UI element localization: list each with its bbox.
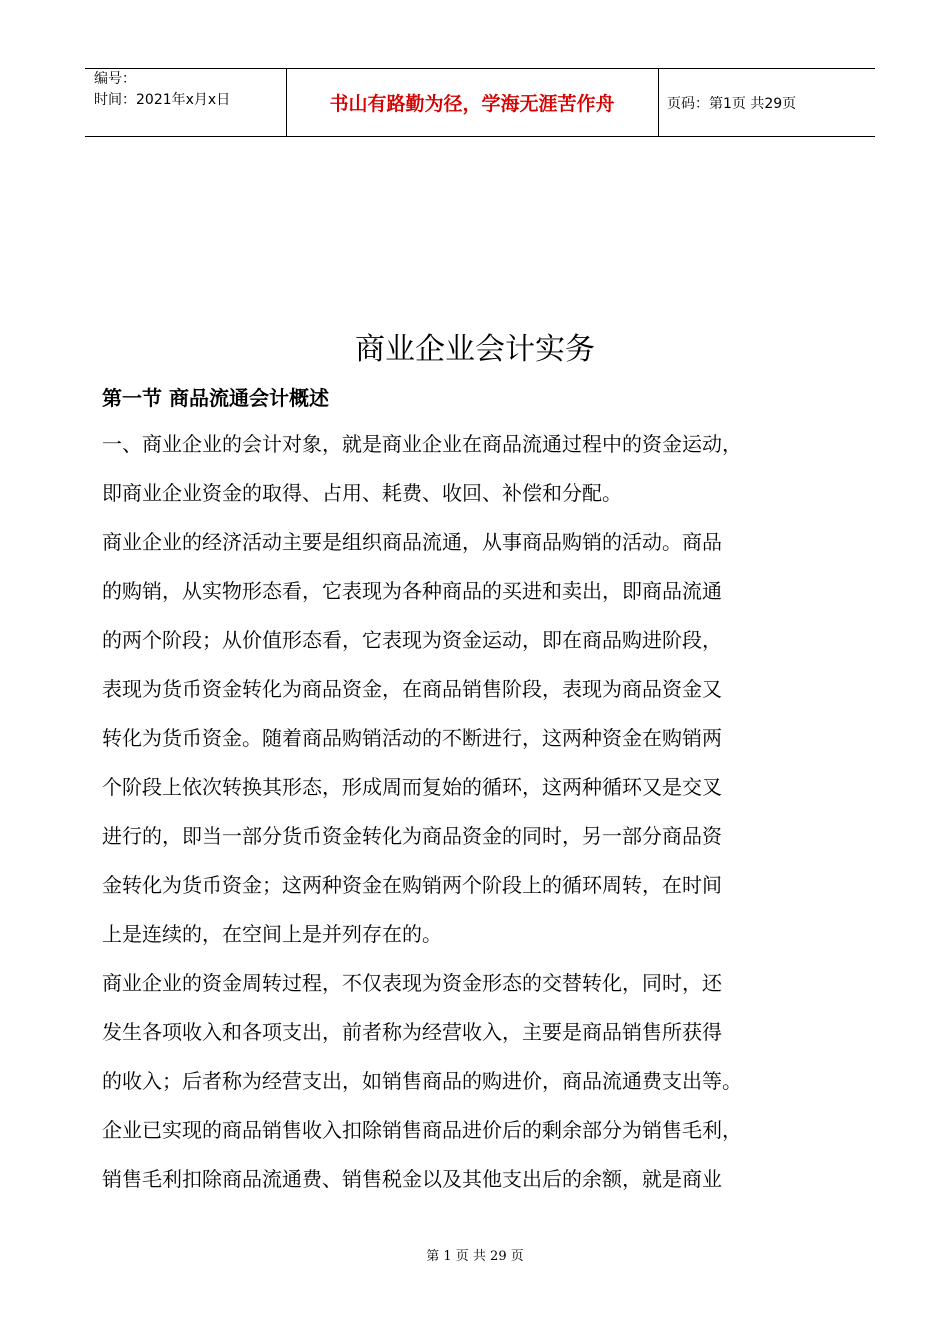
paragraph — [102, 959, 882, 1204]
text-line: 企业已实现的商品销售收入扣除销售商品进价后的剩余部分为销售毛利， — [102, 1118, 742, 1142]
page-footer: 第 1 页 共 29 页 — [426, 1249, 524, 1264]
document-body — [102, 420, 882, 1204]
document-date-label: 时间：2021年x月x日 — [94, 92, 231, 108]
paragraph — [102, 518, 882, 959]
text-line: 个阶段上依次转换其形态，形成周而复始的循环，这两种循环又是交叉 — [102, 775, 722, 799]
header-top-rule — [85, 68, 875, 69]
text-line: 表现为货币资金转化为商品资金，在商品销售阶段，表现为商品资金又 — [102, 677, 722, 701]
text-line: 的购销，从实物形态看，它表现为各种商品的买进和卖出，即商品流通 — [102, 579, 722, 603]
text-line: 金转化为货币资金；这两种资金在购销两个阶段上的循环周转，在时间 — [102, 873, 722, 897]
text-line: 商业企业的经济活动主要是组织商品流通，从事商品购销的活动。商品 — [102, 530, 722, 554]
document-title: 商业企业会计实务 — [355, 332, 595, 367]
header-bottom-rule — [85, 136, 875, 137]
text-line: 上是连续的，在空间上是并列存在的。 — [102, 922, 442, 946]
text-line: 的两个阶段；从价值形态看，它表现为资金运动，即在商品购进阶段， — [102, 628, 722, 652]
text-line: 销售毛利扣除商品流通费、销售税金以及其他支出后的余额，就是商业 — [102, 1167, 722, 1191]
text-line: 一、商业企业的会计对象，就是商业企业在商品流通过程中的资金运动， — [102, 432, 742, 456]
header-motto: 书山有路勤为径，学海无涯苦作舟 — [329, 93, 615, 115]
text-line: 转化为货币资金。随着商品购销活动的不断进行，这两种资金在购销两 — [102, 726, 722, 750]
paragraph — [102, 420, 882, 518]
document-number-label: 编号： — [94, 71, 136, 87]
text-line: 的收入；后者称为经营支出，如销售商品的购进价，商品流通费支出等。 — [102, 1069, 742, 1093]
text-line: 即商业企业资金的取得、占用、耗费、收回、补偿和分配。 — [102, 481, 622, 505]
text-line: 发生各项收入和各项支出，前者称为经营收入，主要是商品销售所获得 — [102, 1020, 722, 1044]
text-line: 商业企业的资金周转过程，不仅表现为资金形态的交替转化，同时，还 — [102, 971, 722, 995]
section-heading: 第一节 商品流通会计概述 — [102, 386, 329, 410]
header-page-label: 页码：第1页 共29页 — [667, 96, 797, 112]
text-line: 进行的，即当一部分货币资金转化为商品资金的同时，另一部分商品资 — [102, 824, 722, 848]
header-divider-right — [658, 68, 659, 136]
